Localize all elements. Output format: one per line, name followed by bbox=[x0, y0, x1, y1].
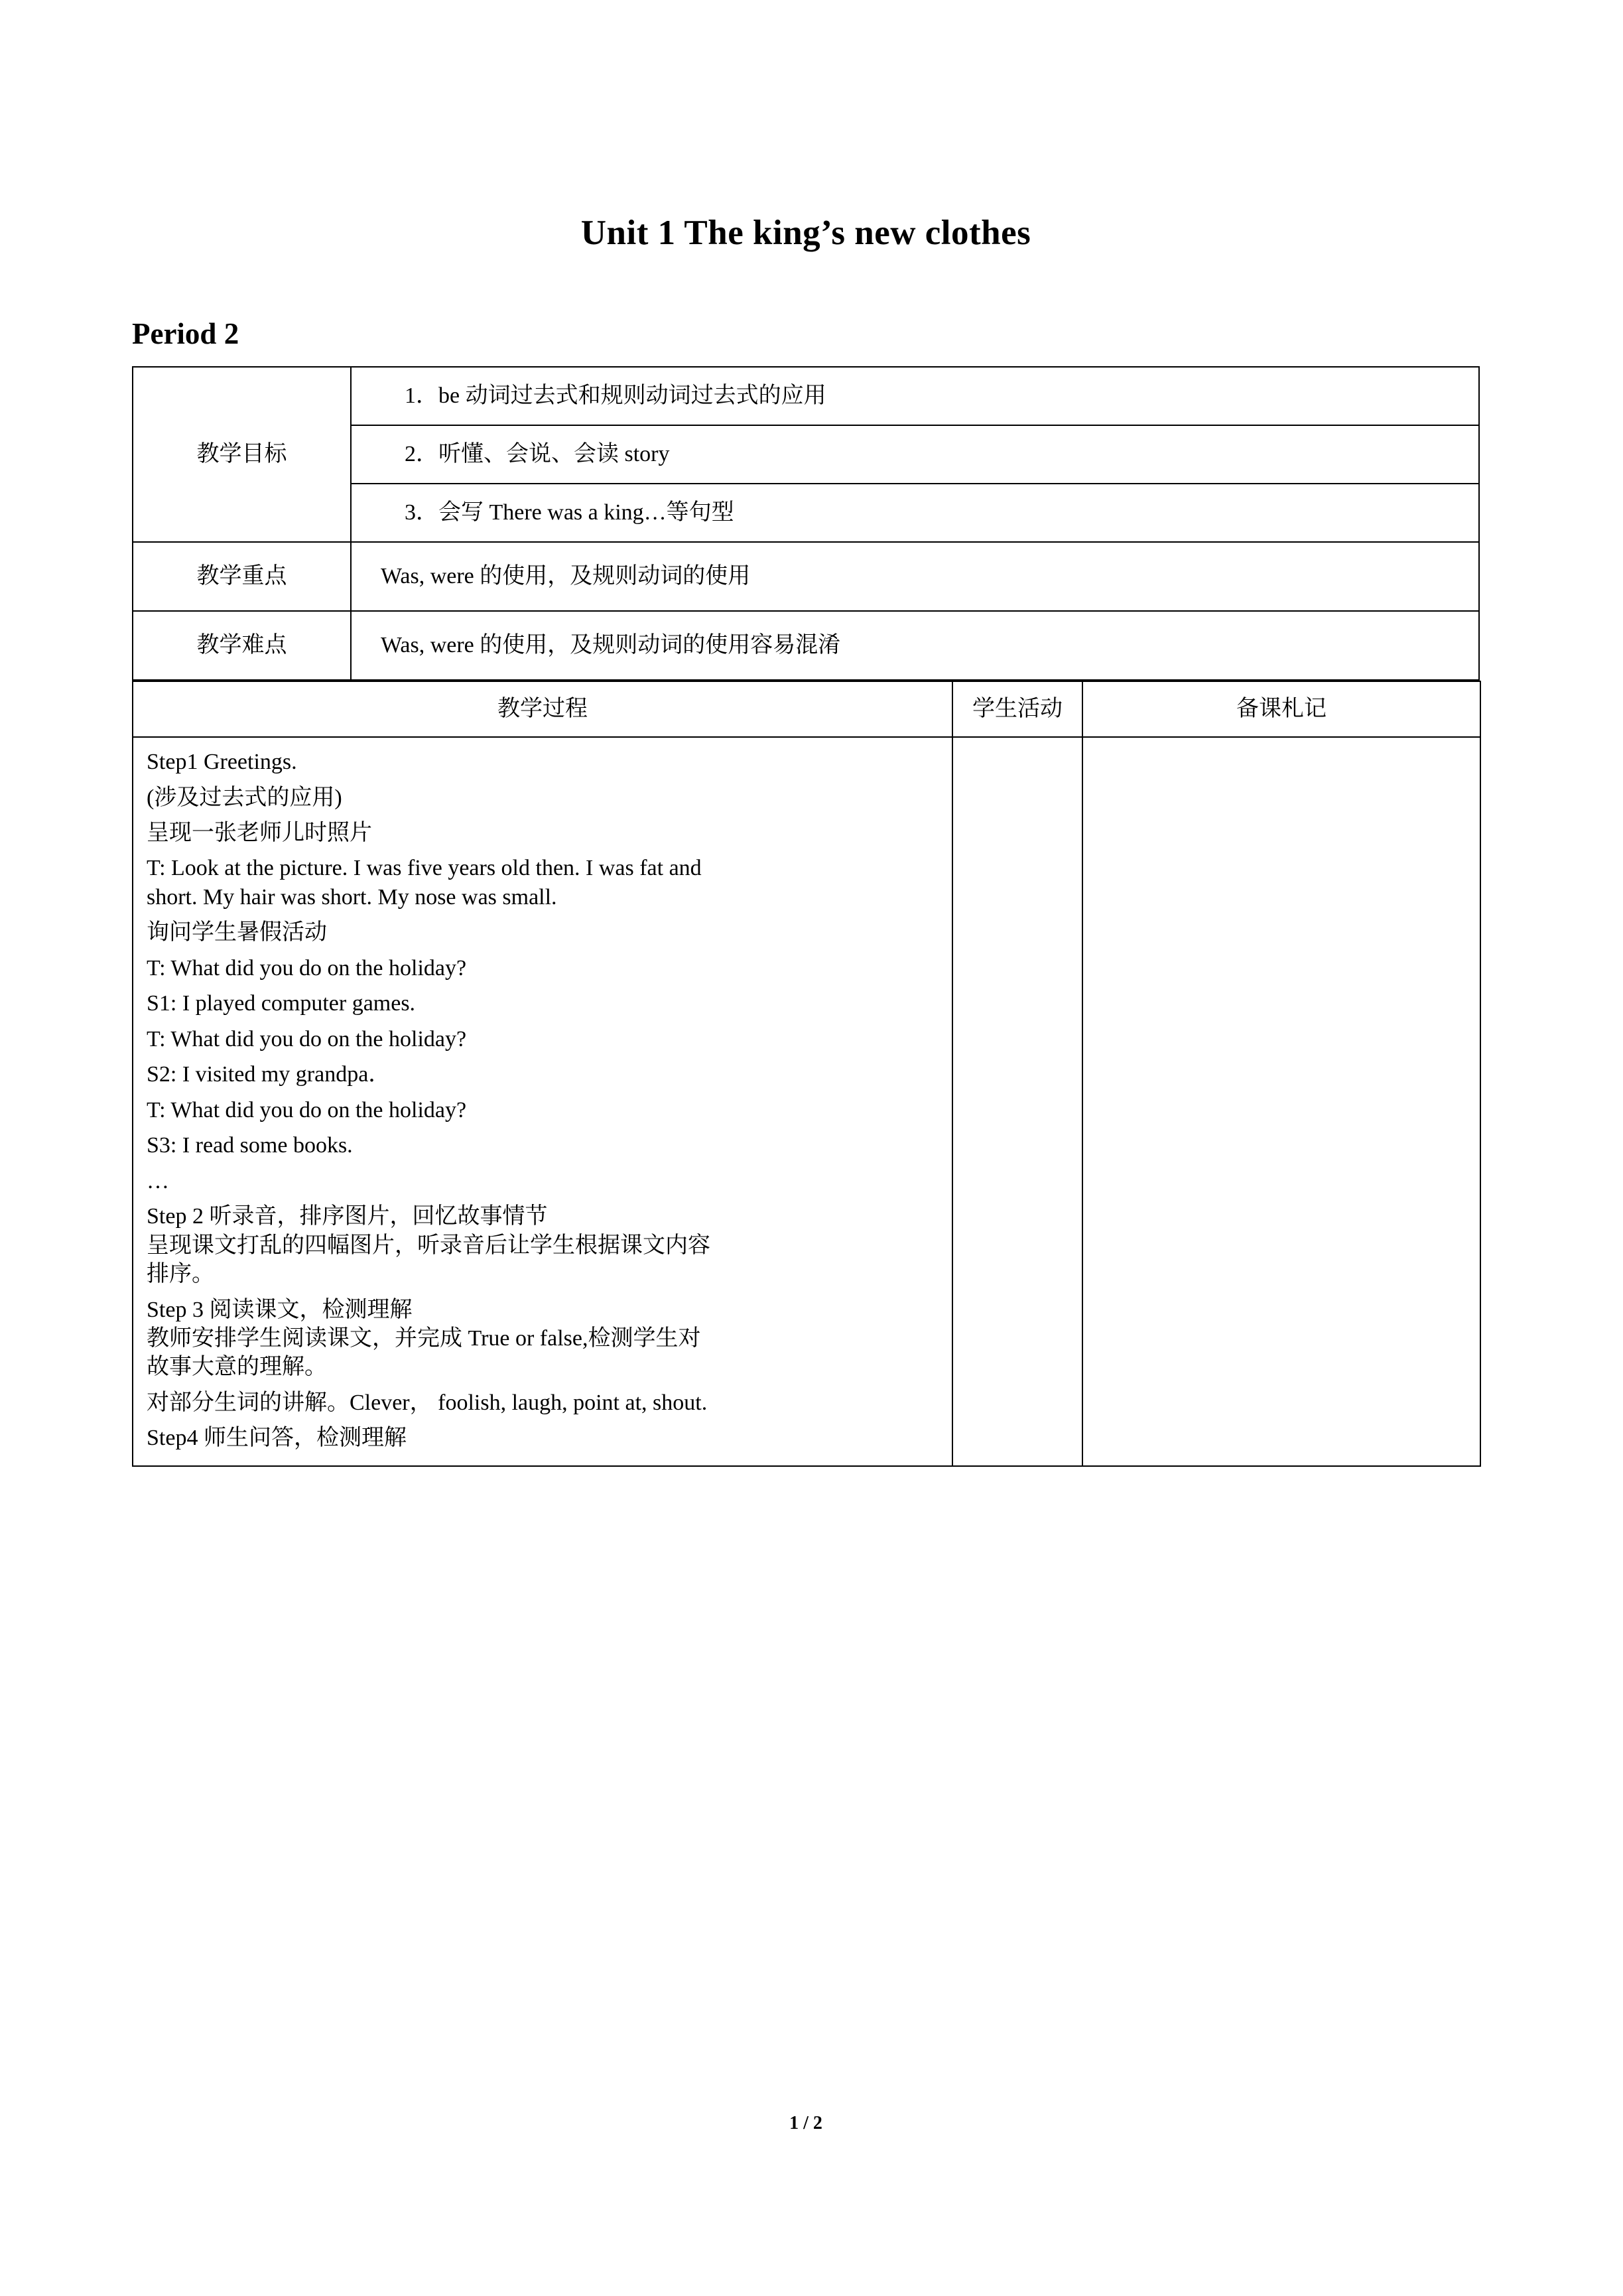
teaching-process-cell bbox=[133, 737, 952, 1466]
table-header-row bbox=[133, 681, 1480, 737]
process-line: 对部分生词的讲解。Clever， foolish, laugh, point at, shout. bbox=[147, 1390, 708, 1415]
info-value-objective-3: 3．会写 There was a king…等句型 bbox=[351, 484, 1479, 542]
table-row bbox=[133, 611, 1479, 680]
info-label-difficult-points: 教学难点 bbox=[133, 611, 351, 680]
period-heading: Period 2 bbox=[132, 317, 239, 351]
info-value-objective-1: 1．be 动词过去式和规则动词过去式的应用 bbox=[351, 367, 1479, 425]
info-value-difficult-points: Was, were 的使用，及规则动词的使用容易混淆 bbox=[351, 611, 1479, 680]
process-line: 排序。 bbox=[147, 1262, 214, 1287]
page-number-footer: 1 / 2 bbox=[789, 2113, 822, 2133]
table-row bbox=[133, 737, 1480, 1466]
page-title: Unit 1 The king’s new clothes bbox=[580, 214, 1031, 252]
process-line: 呈现课文打乱的四幅图片，听录音后让学生根据课文内容 bbox=[147, 1233, 710, 1258]
process-line: T: What did you do on the holiday? bbox=[147, 1097, 467, 1122]
page-content bbox=[132, 0, 1480, 1467]
info-value-key-points: Was, were 的使用，及规则动词的使用 bbox=[351, 542, 1479, 611]
lesson-info-table bbox=[132, 366, 1480, 681]
info-label-key-points: 教学重点 bbox=[133, 542, 351, 611]
process-line: Step 3 阅读课文，检测理解 bbox=[147, 1297, 413, 1322]
process-line: Step 2 听录音，排序图片，回忆故事情节 bbox=[147, 1204, 548, 1229]
process-line: T: What did you do on the holiday? bbox=[147, 1026, 467, 1051]
student-activity-cell bbox=[952, 737, 1082, 1466]
teaching-process-lines bbox=[147, 748, 937, 1453]
process-line: S2: I visited my grandpa． bbox=[147, 1062, 391, 1087]
info-value-objective-2: 2．听懂、会说、会读 story bbox=[351, 425, 1479, 484]
process-line: S3: I read some books. bbox=[147, 1133, 353, 1158]
process-line: S1: I played computer games. bbox=[147, 991, 416, 1016]
table-row bbox=[133, 542, 1479, 611]
process-line: Step4 师生问答，检测理解 bbox=[147, 1426, 407, 1451]
process-line: 教师安排学生阅读课文，并完成 True or false,检测学生对 bbox=[147, 1326, 701, 1351]
process-line: 询问学生暑假活动 bbox=[147, 920, 327, 945]
table-row bbox=[133, 367, 1479, 425]
process-line: 故事大意的理解。 bbox=[147, 1355, 327, 1380]
column-header-student-activity: 学生活动 bbox=[952, 681, 1082, 737]
process-line: T: Look at the picture. I was five years old then. I was fat and bbox=[147, 856, 702, 881]
column-header-process: 教学过程 bbox=[133, 681, 952, 737]
process-line: T: What did you do on the holiday? bbox=[147, 955, 467, 980]
process-line: short. My hair was short. My nose was small. bbox=[147, 884, 557, 910]
column-header-lesson-notes: 备课札记 bbox=[1082, 681, 1480, 737]
lesson-notes-cell bbox=[1082, 737, 1480, 1466]
process-line: 呈现一张老师儿时照片 bbox=[147, 820, 372, 845]
info-label-objectives: 教学目标 bbox=[133, 367, 351, 542]
process-line: Step1 Greetings. bbox=[147, 750, 297, 775]
process-line: … bbox=[147, 1168, 169, 1193]
teaching-process-table bbox=[132, 681, 1481, 1467]
process-line: (涉及过去式的应用) bbox=[147, 785, 342, 810]
